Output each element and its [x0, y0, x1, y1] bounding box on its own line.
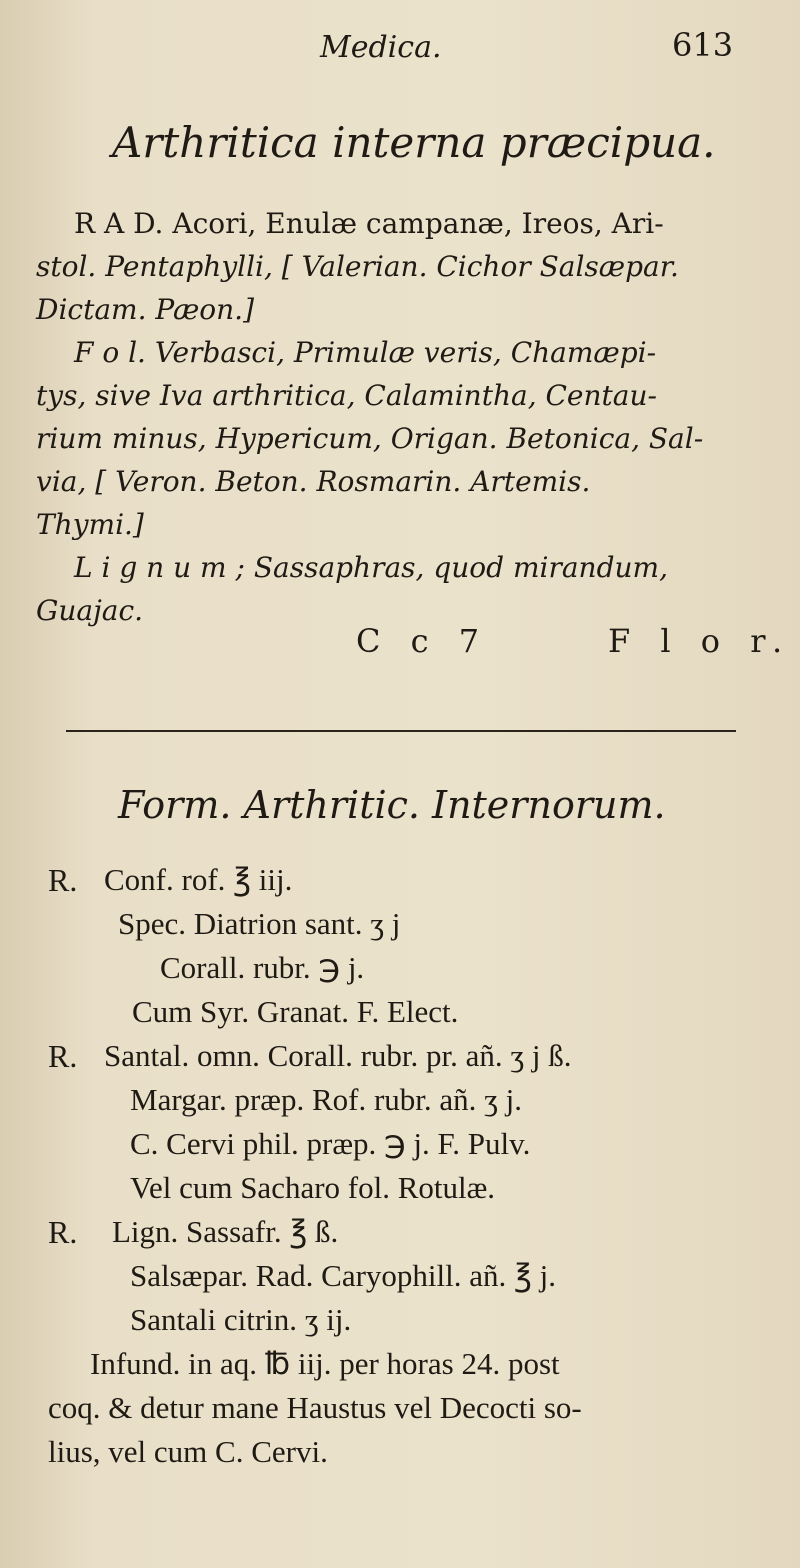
- text-line: rium minus, Hypericum, Origan. Betonica, Sal-: [36, 422, 704, 455]
- divider-rule: [66, 730, 736, 732]
- recipe-mark: R.: [48, 1214, 78, 1250]
- recipe-line: Corall. rubr. ℈ j.: [160, 950, 365, 985]
- text-line: via, [ Veron. Beton. Rosmarin. Artemis.: [36, 465, 591, 498]
- page-number: 613: [672, 26, 734, 64]
- recipe-line: C. Cervi phil. præp. ℈ j. F. Pulv.: [130, 1126, 531, 1161]
- closing-line: lius, vel cum C. Cervi.: [48, 1434, 328, 1469]
- closing-line: coq. & detur mane Haustus vel Decocti so-: [48, 1390, 582, 1425]
- text-line: L i g n u m ; Sassaphras, quod mirandum,: [74, 551, 669, 584]
- text-line: F o l. Verbasci, Primulæ veris, Chamæpi-: [74, 336, 657, 369]
- recipe-line: Salsæpar. Rad. Caryophill. añ. ℥ j.: [130, 1258, 557, 1293]
- recipe-block: [48, 862, 768, 1469]
- recipe-line: Santal. omn. Corall. rubr. pr. añ. ʒ j ß.: [104, 1038, 572, 1073]
- recipe-line: Conf. rof. ℥ iij.: [104, 862, 293, 897]
- section-body: [36, 202, 754, 642]
- signature-mark: C c 7: [356, 622, 490, 660]
- running-head: Medica.: [320, 30, 442, 65]
- text-line: tys, sive Iva arthritica, Calamintha, Centau-: [36, 379, 657, 412]
- recipe-line: Vel cum Sacharo fol. Rotulæ.: [130, 1170, 496, 1205]
- catchword: F l o r.: [608, 622, 793, 660]
- recipe-line: Lign. Sassafr. ℥ ß.: [112, 1214, 339, 1249]
- recipe-line: Margar. præp. Rof. rubr. añ. ʒ j.: [130, 1082, 523, 1117]
- text-line: Dictam. Pæon.]: [36, 293, 254, 326]
- text-line: Guajac.: [36, 594, 144, 627]
- section-title: Form. Arthritic. Internorum.: [118, 783, 666, 827]
- recipe-line: Cum Syr. Granat. F. Elect.: [132, 994, 459, 1029]
- text-line: stol. Pentaphylli, [ Valerian. Cichor Salsæpar.: [36, 250, 679, 283]
- closing-line: Infund. in aq. ℔ iij. per horas 24. post: [90, 1346, 560, 1381]
- section-title: Arthritica interna præcipua.: [112, 118, 716, 167]
- recipe-mark: R.: [48, 1038, 78, 1074]
- text-line: R A D. Acori, Enulæ campanæ, Ireos, Ari-: [74, 207, 664, 240]
- recipe-mark: R.: [48, 862, 78, 898]
- recipe-line: Spec. Diatrion sant. ʒ j: [118, 906, 401, 941]
- text-line: Thymi.]: [36, 508, 144, 541]
- recipe-line: Santali citrin. ʒ ij.: [130, 1302, 352, 1337]
